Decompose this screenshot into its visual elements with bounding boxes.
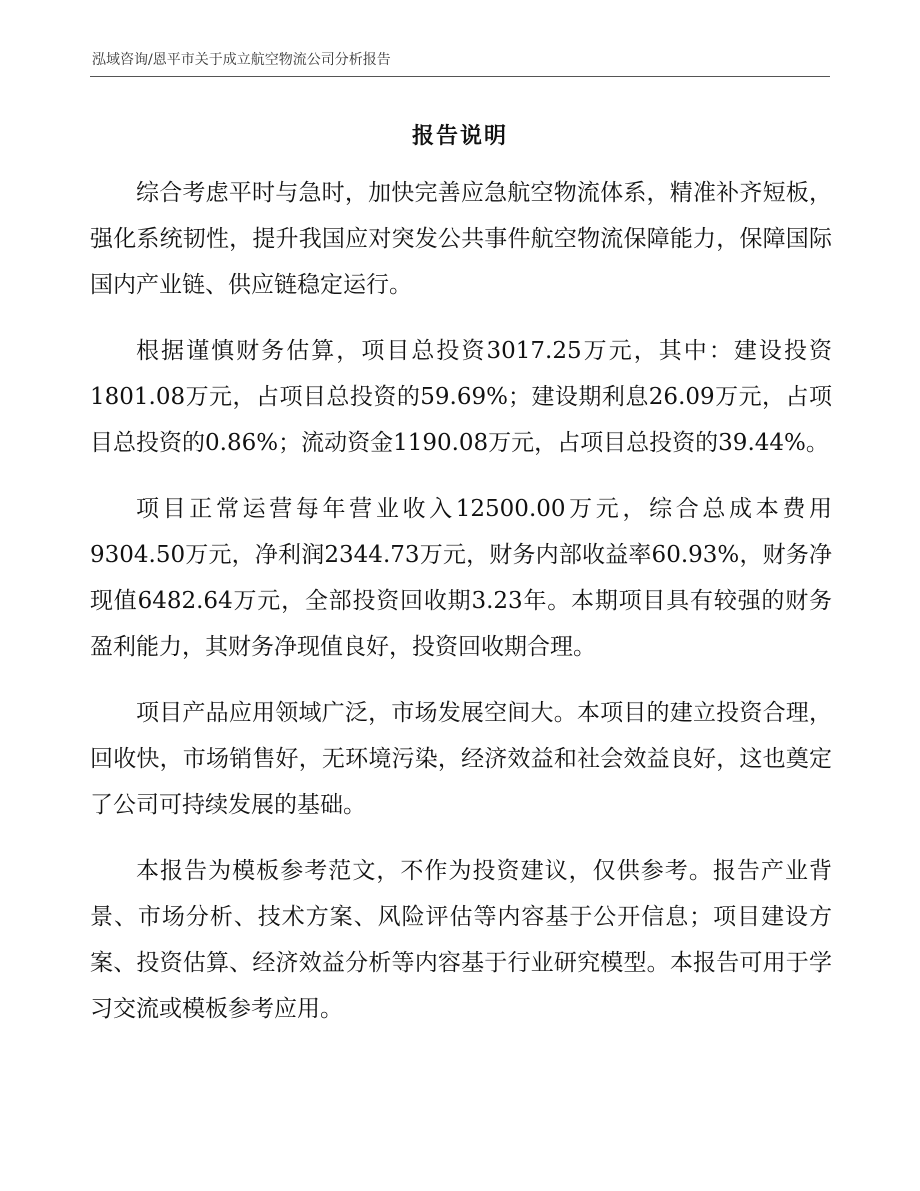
paragraph-market: 项目产品应用领域广泛，市场发展空间大。本项目的建立投资合理，回收快，市场销售好，无环境污染，经济效益和社会效益良好，这也奠定了公司可持续发展的基础。 <box>90 700 832 818</box>
page-title: 报告说明 <box>411 123 508 149</box>
header-divider <box>90 76 830 77</box>
running-header: 泓域咨询/恩平市关于成立航空物流公司分析报告 <box>92 52 391 68</box>
paragraph-disclaimer: 本报告为模板参考范文，不作为投资建议，仅供参考。报告产业背景、市场分析、技术方案、风险评估等内容基于公开信息；项目建设方案、投资估算、经济效益分析等内容基于行业研究模型。本报告可用于学习交流或模板参考应用。 <box>90 858 832 1022</box>
paragraph-background: 综合考虑平时与急时，加快完善应急航空物流体系，精准补齐短板，强化系统韧性，提升我国应对突发公共事件航空物流保障能力，保障国际国内产业链、供应链稳定运行。 <box>90 180 832 298</box>
body-text <box>90 170 832 1052</box>
paragraph-investment: 根据谨慎财务估算，项目总投资3017.25万元，其中：建设投资1801.08万元，占项目总投资的59.69%；建设期利息26.09万元，占项目总投资的0.86%；流动资金1190.08万元，占项目总投资的39.44%。 <box>90 338 832 456</box>
paragraph-operations: 项目正常运营每年营业收入12500.00万元，综合总成本费用9304.50万元，净利润2344.73万元，财务内部收益率60.93%，财务净现值6482.64万元，全部投资回收期3.23年。本期项目具有较强的财务盈利能力，其财务净现值良好，投资回收期合理。 <box>90 496 832 660</box>
